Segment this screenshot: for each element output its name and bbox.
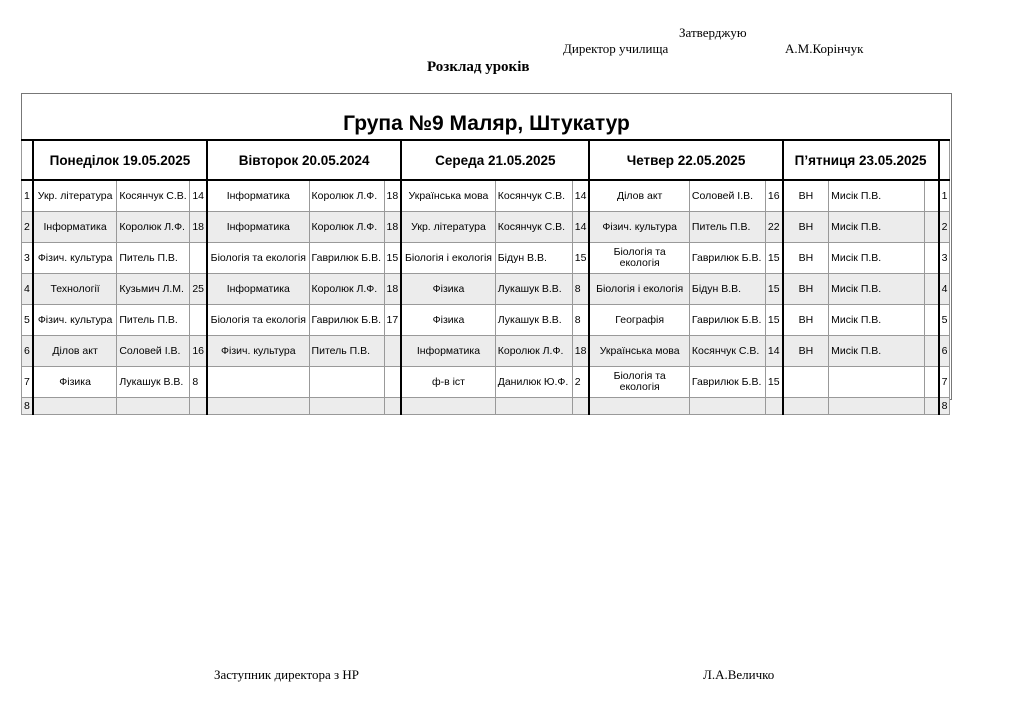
lesson-room: 8 bbox=[572, 274, 589, 305]
lesson-room: 18 bbox=[384, 212, 401, 243]
lesson-teacher: Королюк Л.Ф. bbox=[309, 212, 384, 243]
lesson-room: 15 bbox=[765, 305, 782, 336]
lesson-room bbox=[925, 274, 939, 305]
lesson-row bbox=[22, 398, 950, 415]
deputy-title: Заступник директора з НР bbox=[214, 667, 360, 682]
lesson-teacher: Гаврилюк Б.В. bbox=[309, 243, 384, 274]
lesson-subject: Біологія і екологія bbox=[589, 274, 689, 305]
lesson-room: 16 bbox=[190, 336, 207, 367]
lesson-subject: ВН bbox=[783, 180, 829, 212]
lesson-number: 5 bbox=[22, 305, 33, 336]
lesson-teacher: Мисік П.В. bbox=[829, 336, 925, 367]
lesson-teacher: Гаврилюк Б.В. bbox=[309, 305, 384, 336]
lesson-subject bbox=[589, 398, 689, 415]
lesson-number: 2 bbox=[22, 212, 33, 243]
lesson-subject: Фізич. культура bbox=[589, 212, 689, 243]
lesson-number-right: 5 bbox=[939, 305, 950, 336]
lesson-subject bbox=[401, 398, 495, 415]
lesson-teacher bbox=[829, 367, 925, 398]
lesson-room: 14 bbox=[572, 212, 589, 243]
lesson-teacher: Питель П.В. bbox=[689, 212, 765, 243]
lesson-number: 3 bbox=[22, 243, 33, 274]
lesson-subject: Фізич. культура bbox=[33, 243, 117, 274]
page-title: Розклад уроків bbox=[427, 59, 530, 75]
lesson-subject: ф-в іст bbox=[401, 367, 495, 398]
lesson-row bbox=[22, 305, 950, 336]
lesson-subject: Фізика bbox=[401, 274, 495, 305]
lesson-number: 7 bbox=[22, 367, 33, 398]
lesson-number-right: 7 bbox=[939, 367, 950, 398]
lesson-number: 8 bbox=[22, 398, 33, 415]
lesson-teacher: Королюк Л.Ф. bbox=[309, 180, 384, 212]
lesson-subject bbox=[783, 367, 829, 398]
lesson-teacher: Соловей І.В. bbox=[117, 336, 190, 367]
lesson-subject: Інформатика bbox=[207, 212, 309, 243]
group-title: Група №9 Маляр, Штукатур bbox=[343, 112, 630, 135]
lesson-number: 1 bbox=[22, 180, 33, 212]
day-header: Вівторок 20.05.2024 bbox=[207, 140, 401, 180]
lesson-subject: Біологія та екологія bbox=[207, 305, 309, 336]
lesson-teacher: Мисік П.В. bbox=[829, 243, 925, 274]
lesson-room bbox=[925, 336, 939, 367]
lesson-subject: Фізич. культура bbox=[207, 336, 309, 367]
lesson-teacher: Соловей І.В. bbox=[689, 180, 765, 212]
lesson-room: 8 bbox=[190, 367, 207, 398]
lesson-teacher: Мисік П.В. bbox=[829, 274, 925, 305]
lesson-subject: Фізика bbox=[401, 305, 495, 336]
lesson-room: 2 bbox=[572, 367, 589, 398]
day-header: Середа 21.05.2025 bbox=[401, 140, 589, 180]
lesson-subject: Ділов акт bbox=[33, 336, 117, 367]
lesson-subject: Біологія та екологія bbox=[207, 243, 309, 274]
lesson-number: 4 bbox=[22, 274, 33, 305]
lesson-teacher: Косянчук С.В. bbox=[495, 180, 572, 212]
lesson-subject: Українська мова bbox=[401, 180, 495, 212]
lesson-subject: Фізика bbox=[33, 367, 117, 398]
lesson-room: 18 bbox=[572, 336, 589, 367]
lesson-subject: Біологія та екологія bbox=[589, 243, 689, 274]
lesson-teacher: Косянчук С.В. bbox=[117, 180, 190, 212]
lesson-teacher bbox=[309, 367, 384, 398]
lesson-subject: Українська мова bbox=[589, 336, 689, 367]
day-header: П’ятниця 23.05.2025 bbox=[783, 140, 939, 180]
lesson-teacher: Питель П.В. bbox=[117, 305, 190, 336]
lesson-subject: ВН bbox=[783, 212, 829, 243]
lesson-number-right: 8 bbox=[939, 398, 950, 415]
lesson-room: 18 bbox=[384, 180, 401, 212]
lesson-row bbox=[22, 274, 950, 305]
lesson-room bbox=[925, 398, 939, 415]
header-corner-right bbox=[939, 140, 950, 180]
lesson-teacher bbox=[495, 398, 572, 415]
lesson-room: 18 bbox=[384, 274, 401, 305]
day-header: Четвер 22.05.2025 bbox=[589, 140, 782, 180]
lesson-room bbox=[190, 305, 207, 336]
lesson-subject: Фізич. культура bbox=[33, 305, 117, 336]
lesson-teacher: Косянчук С.В. bbox=[495, 212, 572, 243]
lesson-room: 17 bbox=[384, 305, 401, 336]
lesson-number-right: 2 bbox=[939, 212, 950, 243]
lesson-room: 22 bbox=[765, 212, 782, 243]
deputy-name: Л.А.Величко bbox=[703, 667, 775, 682]
lesson-teacher bbox=[689, 398, 765, 415]
lesson-teacher: Королюк Л.Ф. bbox=[309, 274, 384, 305]
lesson-subject: Інформатика bbox=[401, 336, 495, 367]
lesson-teacher: Гаврилюк Б.В. bbox=[689, 305, 765, 336]
header-corner bbox=[22, 140, 33, 180]
lesson-room bbox=[925, 180, 939, 212]
lesson-teacher: Мисік П.В. bbox=[829, 212, 925, 243]
lesson-row bbox=[22, 212, 950, 243]
lesson-subject: Біологія та екологія bbox=[589, 367, 689, 398]
lesson-number: 6 bbox=[22, 336, 33, 367]
lesson-teacher: Питель П.В. bbox=[309, 336, 384, 367]
lesson-row bbox=[22, 180, 950, 212]
lesson-room: 16 bbox=[765, 180, 782, 212]
lesson-teacher: Гаврилюк Б.В. bbox=[689, 367, 765, 398]
lesson-teacher: Лукашук В.В. bbox=[117, 367, 190, 398]
lesson-number-right: 6 bbox=[939, 336, 950, 367]
lesson-teacher: Лукашук В.В. bbox=[495, 274, 572, 305]
lesson-room: 25 bbox=[190, 274, 207, 305]
lesson-row bbox=[22, 243, 950, 274]
lesson-subject: ВН bbox=[783, 243, 829, 274]
director-name: А.М.Корінчук bbox=[785, 41, 864, 56]
lesson-teacher: Бідун В.В. bbox=[495, 243, 572, 274]
lesson-room: 14 bbox=[572, 180, 589, 212]
lesson-room bbox=[384, 367, 401, 398]
lesson-subject: ВН bbox=[783, 305, 829, 336]
lesson-subject bbox=[207, 398, 309, 415]
lesson-subject: ВН bbox=[783, 274, 829, 305]
schedule-table bbox=[21, 139, 950, 415]
lesson-room bbox=[925, 367, 939, 398]
lesson-room bbox=[384, 398, 401, 415]
lesson-number-right: 3 bbox=[939, 243, 950, 274]
lesson-row bbox=[22, 367, 950, 398]
lesson-teacher: Мисік П.В. bbox=[829, 180, 925, 212]
approve-label: Затверджую bbox=[679, 25, 747, 40]
lesson-teacher: Данилюк Ю.Ф. bbox=[495, 367, 572, 398]
lesson-subject bbox=[783, 398, 829, 415]
lesson-teacher bbox=[829, 398, 925, 415]
lesson-subject: Біологія і екологія bbox=[401, 243, 495, 274]
lesson-subject: ВН bbox=[783, 336, 829, 367]
director-title: Директор училища bbox=[563, 41, 669, 56]
lesson-teacher: Королюк Л.Ф. bbox=[495, 336, 572, 367]
lesson-room: 15 bbox=[765, 243, 782, 274]
lesson-room: 15 bbox=[572, 243, 589, 274]
lesson-room: 18 bbox=[190, 212, 207, 243]
lesson-room: 14 bbox=[765, 336, 782, 367]
lesson-teacher: Бідун В.В. bbox=[689, 274, 765, 305]
lesson-teacher: Питель П.В. bbox=[117, 243, 190, 274]
lesson-room bbox=[384, 336, 401, 367]
lesson-subject: Інформатика bbox=[33, 212, 117, 243]
lesson-room bbox=[925, 305, 939, 336]
lesson-subject: Технології bbox=[33, 274, 117, 305]
lesson-subject: Інформатика bbox=[207, 274, 309, 305]
lesson-subject: Географія bbox=[589, 305, 689, 336]
lesson-subject: Інформатика bbox=[207, 180, 309, 212]
lesson-teacher: Мисік П.В. bbox=[829, 305, 925, 336]
lesson-subject: Укр. література bbox=[33, 180, 117, 212]
lesson-teacher: Гаврилюк Б.В. bbox=[689, 243, 765, 274]
lesson-room bbox=[572, 398, 589, 415]
lesson-row bbox=[22, 336, 950, 367]
day-header-row bbox=[22, 140, 950, 180]
lesson-subject bbox=[33, 398, 117, 415]
day-header: Понеділок 19.05.2025 bbox=[33, 140, 207, 180]
lesson-number-right: 1 bbox=[939, 180, 950, 212]
lesson-teacher bbox=[309, 398, 384, 415]
lesson-room: 14 bbox=[190, 180, 207, 212]
lesson-teacher: Лукашук В.В. bbox=[495, 305, 572, 336]
lesson-room: 15 bbox=[765, 274, 782, 305]
lesson-subject: Ділов акт bbox=[589, 180, 689, 212]
lesson-room bbox=[765, 398, 782, 415]
lesson-room: 15 bbox=[384, 243, 401, 274]
lesson-room bbox=[190, 398, 207, 415]
lesson-room bbox=[190, 243, 207, 274]
lesson-teacher: Кузьмич Л.М. bbox=[117, 274, 190, 305]
lesson-room: 8 bbox=[572, 305, 589, 336]
lesson-teacher: Королюк Л.Ф. bbox=[117, 212, 190, 243]
lesson-room bbox=[925, 243, 939, 274]
lesson-room: 15 bbox=[765, 367, 782, 398]
lesson-subject: Укр. література bbox=[401, 212, 495, 243]
lesson-room bbox=[925, 212, 939, 243]
lesson-subject bbox=[207, 367, 309, 398]
lesson-teacher bbox=[117, 398, 190, 415]
lesson-teacher: Косянчук С.В. bbox=[689, 336, 765, 367]
lesson-number-right: 4 bbox=[939, 274, 950, 305]
